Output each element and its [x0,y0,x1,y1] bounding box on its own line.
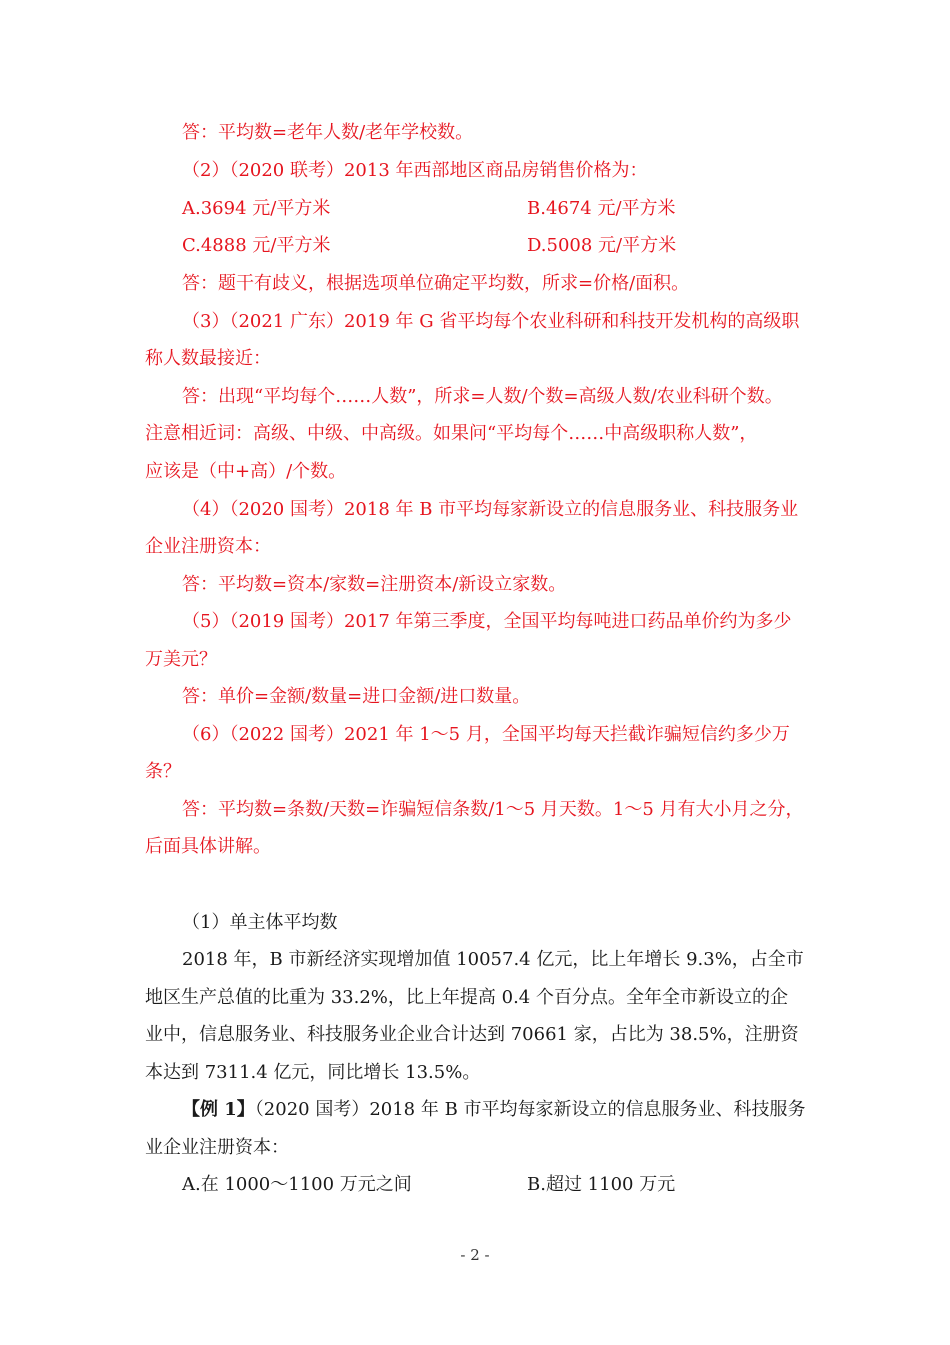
example-option-a: A.在 1000～1100 万元之间 [182,1174,412,1195]
question-6-line-2: 条？ [145,761,181,782]
answer-3-line-1: 答：出现“平均每个……人数”，所求=人数/个数=高级人数/农业科研个数。 [182,386,783,407]
example-text: （2020 国考）2018 年 B 市平均每家新设立的信息服务业、科技服务 [254,1099,806,1120]
example-option-b: B.超过 1100 万元 [527,1174,676,1195]
paragraph-line-3: 业中，信息服务业、科技服务业企业合计达到 70661 家，占比为 38.5%，注册资 [145,1024,799,1045]
question-5-line-1: （5）（2019 国考）2017 年第三季度，全国平均每吨进口药品单价约为多少 [182,611,792,632]
answer-line-1: 答：平均数=老年人数/老年学校数。 [182,122,474,143]
answer-4-line: 答：平均数=资本/家数=注册资本/新设立家数。 [182,574,567,595]
question-4-line-2: 企业注册资本： [145,536,271,557]
paragraph-line-1: 2018 年，B 市新经济实现增加值 10057.4 亿元，比上年增长 9.3%，占全市 [182,949,804,970]
option-a: A.3694 元/平方米 [182,198,331,219]
question-3-line-2: 称人数最接近： [145,348,271,369]
question-4-line-1: （4）（2020 国考）2018 年 B 市平均每家新设立的信息服务业、科技服务业 [182,499,799,520]
option-c: C.4888 元/平方米 [182,235,331,256]
paragraph-line-4: 本达到 7311.4 亿元，同比增长 13.5%。 [145,1062,481,1083]
answer-line-2: 答：题干有歧义，根据选项单位确定平均数，所求=价格/面积。 [182,273,690,294]
example-line-2: 业企业注册资本： [145,1137,289,1158]
paragraph-line-2: 地区生产总值的比重为 33.2%，比上年提高 0.4 个百分点。全年全市新设立的企 [145,987,788,1008]
example-label: 【例 1】 [182,1099,255,1120]
section-heading: （1）单主体平均数 [182,912,338,933]
answer-5-line: 答：单价=金额/数量=进口金额/进口数量。 [182,686,531,707]
option-d: D.5008 元/平方米 [527,235,677,256]
question-5-line-2: 万美元？ [145,649,217,670]
page-number: - 2 - [460,1246,490,1264]
answer-3-line-2: 注意相近词：高级、中级、中高级。如果问“平均每个……中高级职称人数”， [145,423,758,444]
answer-6-line-2: 后面具体讲解。 [145,836,271,857]
question-6-line-1: （6）（2022 国考）2021 年 1～5 月，全国平均每天拦截诈骗短信约多少万 [182,724,790,745]
example-line-1 [182,1097,806,1123]
answer-3-line-3: 应该是（中+高）/个数。 [145,461,347,482]
option-b: B.4674 元/平方米 [527,198,676,219]
answer-6-line-1: 答：平均数=条数/天数=诈骗短信条数/1～5 月天数。1～5 月有大小月之分， [182,799,804,820]
question-3-line-1: （3）（2021 广东）2019 年 G 省平均每个农业科研和科技开发机构的高级职 [182,311,800,332]
question-2-line: （2）（2020 联考）2013 年西部地区商品房销售价格为： [182,160,648,181]
